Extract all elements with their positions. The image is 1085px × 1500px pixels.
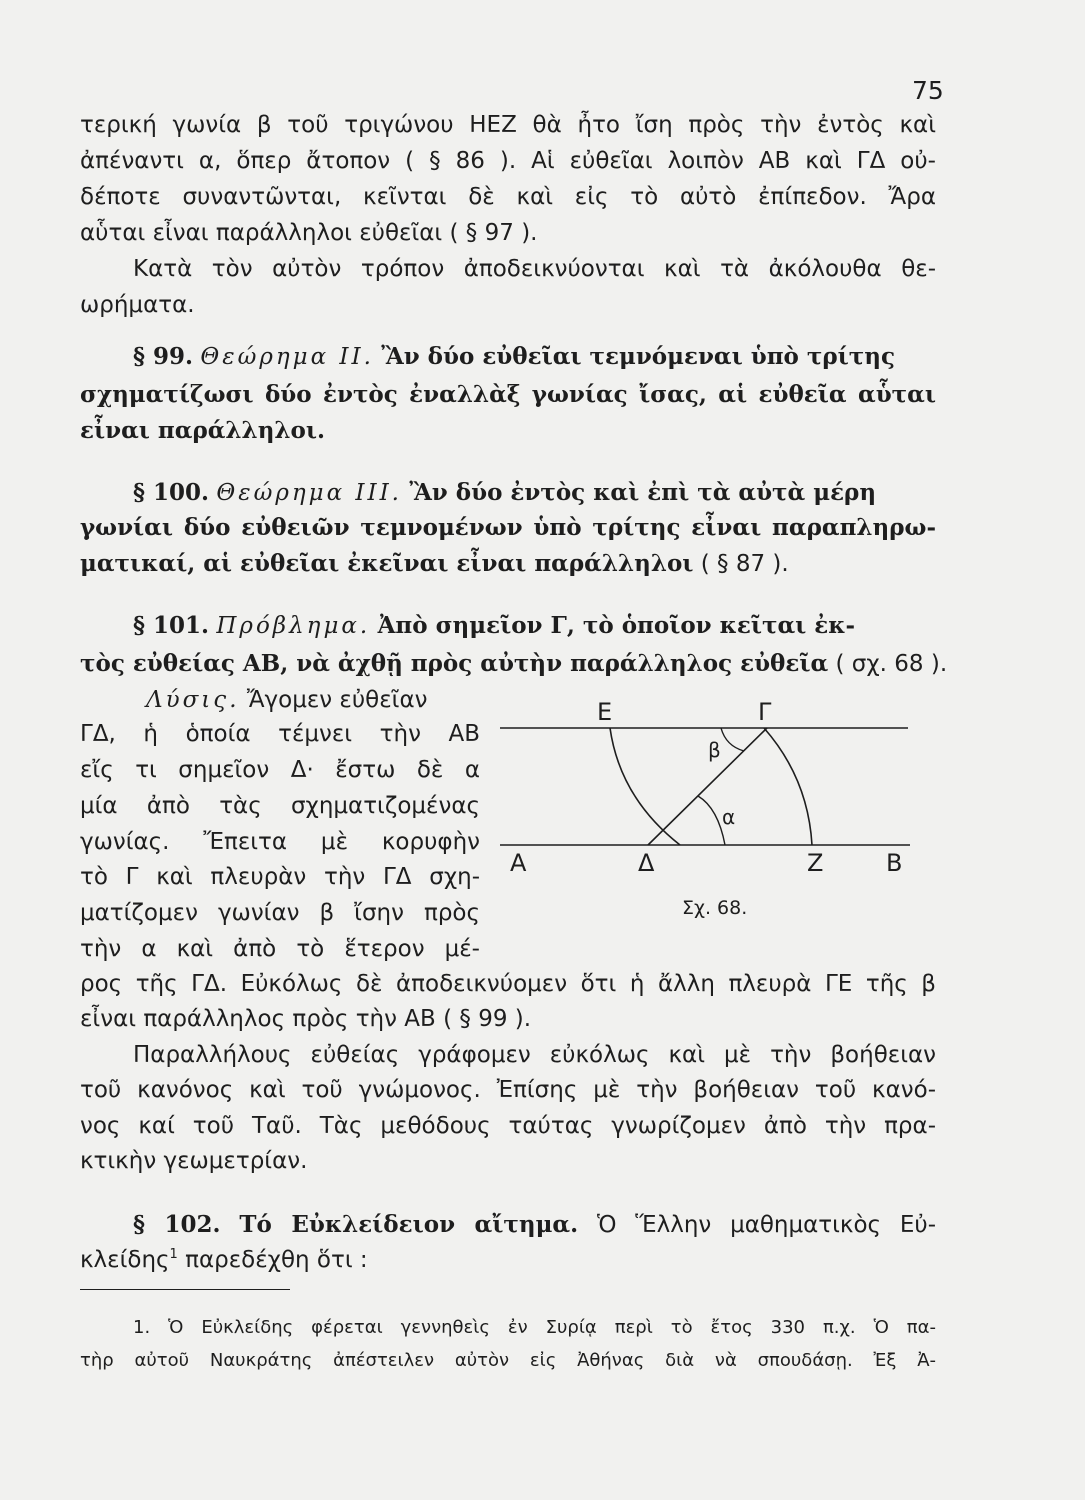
text-line: ματίζομεν γωνίαν β ἴσην πρὸς: [80, 900, 480, 926]
figure-caption: Σχ. 68.: [682, 897, 748, 919]
theorem-text: Ἂν δύο εὐθεῖαι τεμνόμεναι ὑπὸ τρίτης: [381, 343, 896, 370]
problem-text: τὸς εὐθείας ΑΒ, νὰ ἀχθῇ πρὸς αὐτὴν παράλληλος εὐθεῖα: [80, 650, 829, 677]
solution-label: Λύσις.: [146, 687, 240, 713]
text-line: εἶναι παράλληλος πρὸς τὴν ΑΒ ( § 99 ).: [80, 1006, 532, 1032]
geometry-diagram: [490, 698, 930, 928]
reference: ( σχ. 68 ).: [828, 651, 948, 677]
page-number: 75: [912, 76, 944, 105]
arc-beta: [721, 728, 744, 751]
text-line: εἴς τι σημεῖον Δ· ἔστω δὲ α: [80, 757, 480, 783]
footnote-line: τὴρ αὐτοῦ Ναυκράτης ἀπέστειλεν αὐτὸν εἰς Ἀθήνας διὰ νὰ σπουδάσῃ. Ἐξ Ἀ-: [80, 1350, 936, 1371]
arc-alpha: [698, 796, 725, 845]
label-b: Β: [886, 849, 903, 877]
label-alpha: α: [722, 805, 736, 829]
label-g: Γ: [758, 698, 772, 726]
theorem-text: γωνίαι δύο εὐθειῶν τεμνομένων ὑπὸ τρίτης εἶναι παραπληρω-: [80, 514, 936, 541]
section-text: κλείδης: [80, 1247, 170, 1273]
arc-e: [610, 728, 680, 845]
theorem-text: Ἂν δύο ἐντὸς καὶ ἐπὶ τὰ αὐτὰ μέρη: [409, 479, 877, 506]
theorem-title: Θεώρημα III.: [216, 480, 402, 506]
theorem-text-line: [80, 551, 936, 577]
section-number: § 100.: [133, 479, 210, 506]
text-line: τὴν α καὶ ἀπὸ τὸ ἕτερον μέ-: [80, 936, 480, 962]
text-line: ΓΔ, ἡ ὁποία τέμνει τὴν ΑΒ: [80, 721, 480, 747]
section-text: Ὁ Ἕλλην μαθηματικὸς Εὐ-: [596, 1212, 937, 1238]
theorem-title: Θεώρημα II.: [200, 344, 374, 370]
text-line: τὸ Γ καὶ πλευρὰν τὴν ΓΔ σχη-: [80, 864, 480, 890]
text-line: Παραλλήλους εὐθείας γράφομεν εὐκόλως καὶ μὲ τὴν βοήθειαν: [133, 1042, 936, 1068]
text-line: μία ἀπὸ τὰς σχηματιζομένας: [80, 793, 480, 819]
label-beta: β: [708, 738, 721, 762]
text-line: νος καί τοῦ Ταῦ. Τὰς μεθόδους ταύτας γνωρίζομεν ἀπὸ τὴν πρα-: [80, 1113, 936, 1139]
theorem-heading: [133, 344, 936, 370]
problem-heading: [133, 613, 936, 639]
solution-line: [146, 687, 480, 713]
text-line: δέποτε συναντῶνται, κεῖνται δὲ καὶ εἰς τὸ αὐτὸ ἐπίπεδον. Ἄρα: [80, 184, 936, 210]
text-line: γωνίας. Ἔπειτα μὲ κορυφὴν: [80, 829, 480, 855]
theorem-text: εἶναι παράλληλοι.: [80, 417, 326, 444]
arc-g: [764, 728, 812, 845]
text-line: αὗται εἶναι παράλληλοι εὐθεῖαι ( § 97 ).: [80, 220, 538, 246]
section-title: Τό Εὐκλείδειον αἴτημα.: [239, 1211, 579, 1238]
section-text: παρεδέχθη ὅτι :: [177, 1247, 368, 1273]
problem-text-line: [80, 650, 948, 677]
footnote-divider: [80, 1289, 290, 1290]
footnote-marker: 1: [169, 1247, 178, 1262]
text-line: ωρήματα.: [80, 292, 195, 318]
text-line: κτικὴν γεωμετρίαν.: [80, 1148, 308, 1174]
problem-title: Πρόβλημα.: [216, 613, 371, 639]
text-line: Κατὰ τὸν αὐτὸν τρόπον ἀποδεικνύονται καὶ τὰ ἀκόλουθα θε-: [133, 256, 936, 282]
theorem-text: σχηματίζωσι δύο ἐντὸς ἐναλλὰξ γωνίας ἴσας, αἱ εὐθεῖα αὗται: [80, 381, 936, 408]
theorem-text: ματικαί, αἱ εὐθεῖαι ἐκεῖναι εἶναι παράλληλοι: [80, 550, 694, 577]
label-e: Ε: [597, 698, 613, 726]
label-z: Ζ: [807, 849, 824, 877]
figure-68: [490, 698, 930, 928]
problem-text: Ἀπὸ σημεῖον Γ, τὸ ὁποῖον κεῖται ἐκ-: [377, 612, 856, 639]
section-text-line: [80, 1247, 936, 1273]
text-line: τοῦ κανόνος καὶ τοῦ γνώμονος. Ἐπίσης μὲ τὴν βοήθειαν τοῦ κανό-: [80, 1077, 936, 1103]
label-a: Α: [510, 849, 527, 877]
section-number: § 101.: [133, 612, 210, 639]
label-d: Δ: [638, 849, 655, 877]
section-number: § 102.: [133, 1211, 221, 1238]
text-line: ἀπέναντι α, ὅπερ ἄτοπον ( § 86 ). Αἱ εὐθεῖαι λοιπὸν ΑΒ καὶ ΓΔ οὐ-: [80, 148, 936, 174]
text-line: τερική γωνία β τοῦ τριγώνου ΗΕΖ θὰ ἦτο ἴση πρὸς τὴν ἐντὸς καὶ: [80, 112, 936, 138]
solution-text: Ἄγομεν εὐθεῖαν: [239, 687, 428, 713]
reference: ( § 87 ).: [693, 551, 789, 577]
footnote-line: 1. Ὁ Εὐκλείδης φέρεται γεννηθεὶς ἐν Συρίᾳ περὶ τὸ ἔτος 330 π.χ. Ὁ πα-: [133, 1317, 936, 1338]
theorem-heading: [133, 480, 936, 506]
text-line: ρος τῆς ΓΔ. Εὐκόλως δὲ ἀποδεικνύομεν ὅτι ἡ ἄλλη πλευρὰ ΓΕ τῆς β: [80, 971, 936, 997]
section-number: § 99.: [133, 343, 194, 370]
section-heading: [133, 1212, 936, 1238]
